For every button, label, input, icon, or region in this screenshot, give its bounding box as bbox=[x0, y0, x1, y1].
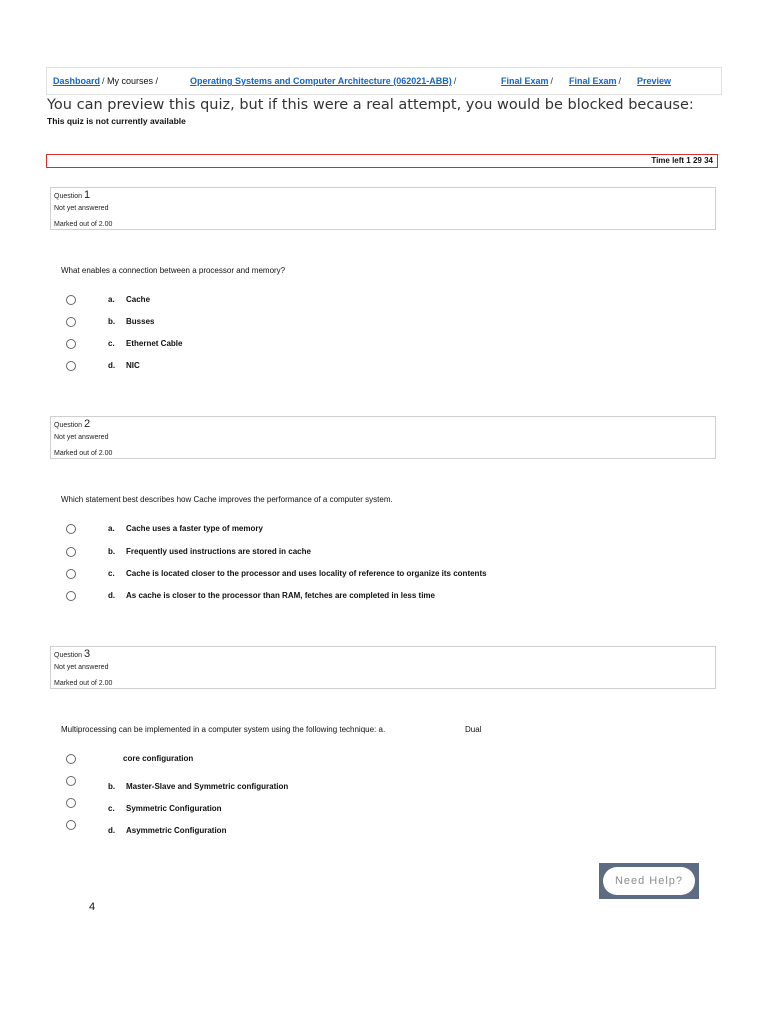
option-text: Symmetric Configuration bbox=[126, 804, 222, 813]
question-number bbox=[54, 648, 90, 660]
option-letter: c. bbox=[108, 804, 115, 813]
breadcrumb-course[interactable] bbox=[190, 76, 456, 86]
question-num: 1 bbox=[83, 189, 91, 201]
radio-button[interactable] bbox=[66, 569, 76, 579]
breadcrumb-my-courses: My courses / bbox=[107, 76, 159, 86]
question-label: Question bbox=[54, 193, 83, 200]
radio-button[interactable] bbox=[66, 754, 76, 764]
timer-text: Time left 1 29 34 bbox=[651, 156, 713, 165]
preview-link[interactable]: Preview bbox=[637, 76, 672, 86]
option-letter: d. bbox=[108, 591, 116, 600]
preview-message: You can preview this quiz, but if this were a real attempt, you would be blocked because: bbox=[47, 97, 694, 113]
radio-button[interactable] bbox=[66, 798, 76, 808]
question-label: Question bbox=[54, 422, 83, 429]
question-label: Question bbox=[54, 652, 83, 659]
option-letter: a. bbox=[108, 524, 115, 533]
option-text: Ethernet Cable bbox=[126, 339, 183, 348]
option-letter: a. bbox=[108, 295, 115, 304]
question-info-3 bbox=[50, 646, 716, 689]
radio-button[interactable] bbox=[66, 339, 76, 349]
option-letter: d. bbox=[108, 361, 116, 370]
radio-button[interactable] bbox=[66, 295, 76, 305]
question-text-2: Which statement best describes how Cache improves the performance of a computer system. bbox=[61, 495, 393, 504]
radio-button[interactable] bbox=[66, 820, 76, 830]
not-available-message: This quiz is not currently available bbox=[47, 116, 186, 126]
need-help-label: Need Help? bbox=[603, 867, 695, 895]
question-marks: Marked out of 2.00 bbox=[54, 680, 113, 687]
quiz-timer bbox=[46, 154, 718, 168]
option-text: NIC bbox=[126, 361, 140, 370]
question-text-1: What enables a connection between a processor and memory? bbox=[61, 266, 286, 275]
option-text: Cache is located closer to the processor and uses locality of reference to organize its contents bbox=[126, 569, 487, 578]
option-letter: d. bbox=[108, 826, 116, 835]
final-exam-link-2[interactable]: Final Exam bbox=[569, 76, 617, 86]
question-text-3-tail: Dual bbox=[465, 725, 482, 734]
question-marks: Marked out of 2.00 bbox=[54, 450, 113, 457]
option-text: As cache is closer to the processor than RAM, fetches are completed in less time bbox=[126, 591, 435, 600]
question-num: 2 bbox=[83, 418, 91, 430]
breadcrumb-final-exam-2[interactable] bbox=[569, 76, 621, 86]
breadcrumb bbox=[46, 67, 722, 95]
breadcrumb-sep: / bbox=[102, 76, 105, 86]
option-letter: c. bbox=[108, 339, 115, 348]
question-info-2 bbox=[50, 416, 716, 459]
question-state: Not yet answered bbox=[54, 434, 109, 441]
page-number: 4 bbox=[89, 901, 96, 913]
radio-button[interactable] bbox=[66, 776, 76, 786]
breadcrumb-sep: / bbox=[618, 76, 622, 86]
question-state: Not yet answered bbox=[54, 664, 109, 671]
breadcrumb-final-exam-1[interactable] bbox=[501, 76, 553, 86]
radio-button[interactable] bbox=[66, 547, 76, 557]
question-num: 3 bbox=[83, 648, 91, 660]
radio-button[interactable] bbox=[66, 317, 76, 327]
radio-button[interactable] bbox=[66, 591, 76, 601]
option-text: Busses bbox=[126, 317, 155, 326]
option-text: Cache bbox=[126, 295, 151, 304]
question-marks: Marked out of 2.00 bbox=[54, 221, 113, 228]
radio-button[interactable] bbox=[66, 361, 76, 371]
breadcrumb-sep: / bbox=[550, 76, 554, 86]
option-text: Frequently used instructions are stored in cache bbox=[126, 547, 311, 556]
option-letter: b. bbox=[108, 547, 116, 556]
option-letter: c. bbox=[108, 569, 115, 578]
option-text: Asymmetric Configuration bbox=[126, 826, 227, 835]
need-help-button[interactable] bbox=[599, 863, 699, 899]
breadcrumb-preview[interactable] bbox=[637, 76, 671, 86]
option-text: Cache uses a faster type of memory bbox=[126, 524, 263, 533]
option-letter: b. bbox=[108, 317, 116, 326]
dashboard-link[interactable]: Dashboard bbox=[53, 76, 101, 86]
breadcrumb-sep: / bbox=[453, 76, 457, 86]
question-state: Not yet answered bbox=[54, 205, 109, 212]
course-link[interactable]: Operating Systems and Computer Architecture (062021-ABB) bbox=[190, 76, 452, 86]
question-number bbox=[54, 418, 90, 430]
option-text: Master-Slave and Symmetric configuration bbox=[126, 782, 289, 791]
final-exam-link[interactable]: Final Exam bbox=[501, 76, 549, 86]
breadcrumb-dashboard[interactable] bbox=[53, 76, 105, 86]
option-letter: b. bbox=[108, 782, 116, 791]
question-info-1 bbox=[50, 187, 716, 230]
radio-button[interactable] bbox=[66, 524, 76, 534]
option-text: core configuration bbox=[123, 754, 194, 763]
question-number bbox=[54, 189, 90, 201]
question-text-3: Multiprocessing can be implemented in a computer system using the following technique: a. bbox=[61, 725, 386, 734]
